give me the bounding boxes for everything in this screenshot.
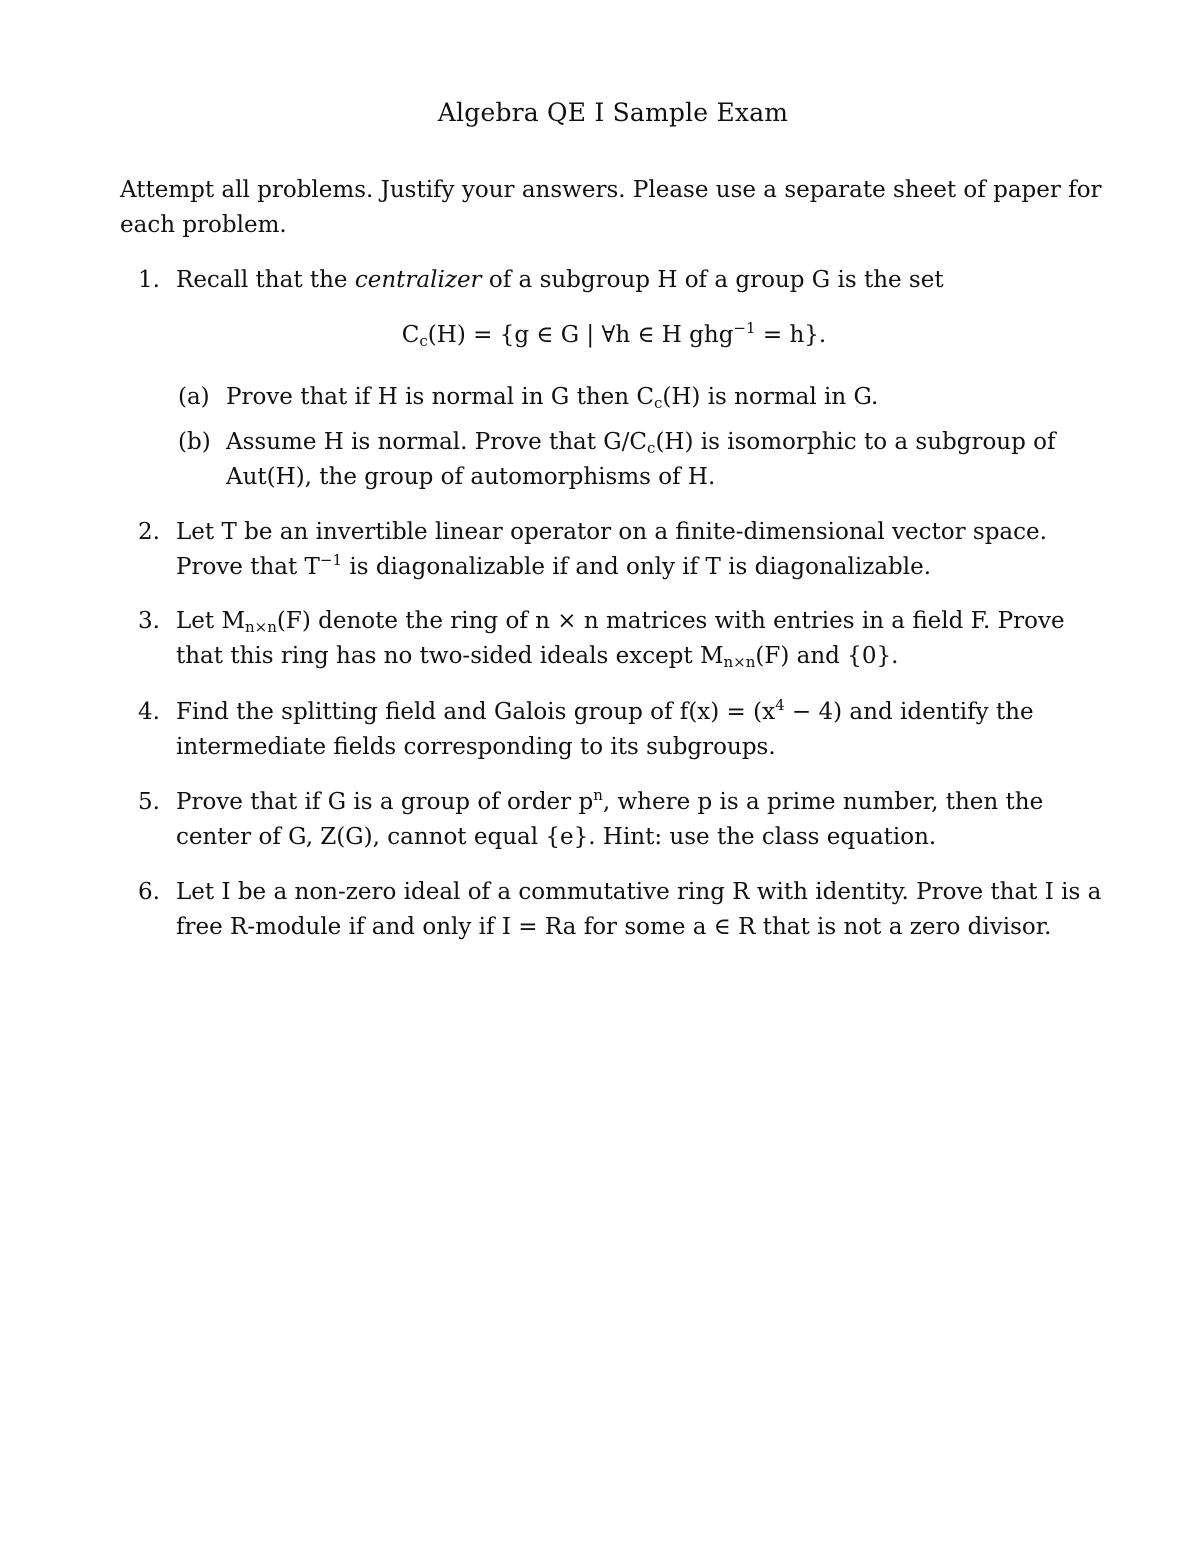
part-text: Assume H is normal. Prove that $G/C_c(H)$ is isomorphic to a subgroup of Aut(H), the group of automorphisms of H. [226,429,1056,490]
emphasis-term: centralizer [354,267,482,293]
problem-4 [138,695,1110,765]
problem-number: 4. [138,699,160,725]
page-title: Algebra QE I Sample Exam [437,98,789,127]
problem-text: Let $M_{n\times n}(F)$ denote the ring of n × n matrices with entries in a field F. Prove that this ring has no two-sided ideals except $M_{n\times n}(F)$ and {0}. [176,608,1065,671]
problem-3 [138,604,1110,674]
problem-number: 1. [138,267,160,293]
problem-2 [138,515,1110,585]
problem-text: Prove that if G is a group of order $p^n$, where p is a prime number, then the center of G, Z(G), cannot equal {e}. Hint: use the class equation. [176,786,1044,850]
part-label: (b) [178,429,211,455]
problem-1-part-a [178,380,1110,415]
centralizer-formula: $C_c(H) = \{g$ ∈ G | ∀h ∈ H ghg$^{-1}$ = h}. [401,319,827,350]
problem-text: Let T be an invertible linear operator on a finite-dimensional vector space. Prove that $T^{-1}$ is diagonalizable if and only if T is diagonalizable. [176,519,1047,580]
problem-number: 5. [138,789,160,815]
problem-1 [138,263,1110,298]
problem-5 [138,785,1110,855]
problem-number: 2. [138,519,160,545]
problem-text: Let I be a non-zero ideal of a commutative ring R with identity. Prove that I is a free R-module if and only if I = Ra for some a ∈ R that is not a zero divisor. [176,879,1102,940]
problem-number: 6. [138,879,160,905]
instructions: Attempt all problems. Justify your answers. Please use a separate sheet of paper for each problem. [120,177,1102,238]
problem-6 [138,875,1110,945]
part-text: Prove that if H is normal in G then $C_c(H)$ is normal in G. [226,384,879,412]
problem-text: Recall that the centralizer of a subgroup H of a group G is the set [176,267,944,293]
problem-1-part-b [178,425,1110,495]
problem-number: 3. [138,608,160,634]
part-label: (a) [178,384,210,410]
problem-text: Find the splitting field and Galois group of $f(x) = (x^4 - 4)$ and identify the intermediate fields corresponding to its subgroups. [176,696,1034,760]
